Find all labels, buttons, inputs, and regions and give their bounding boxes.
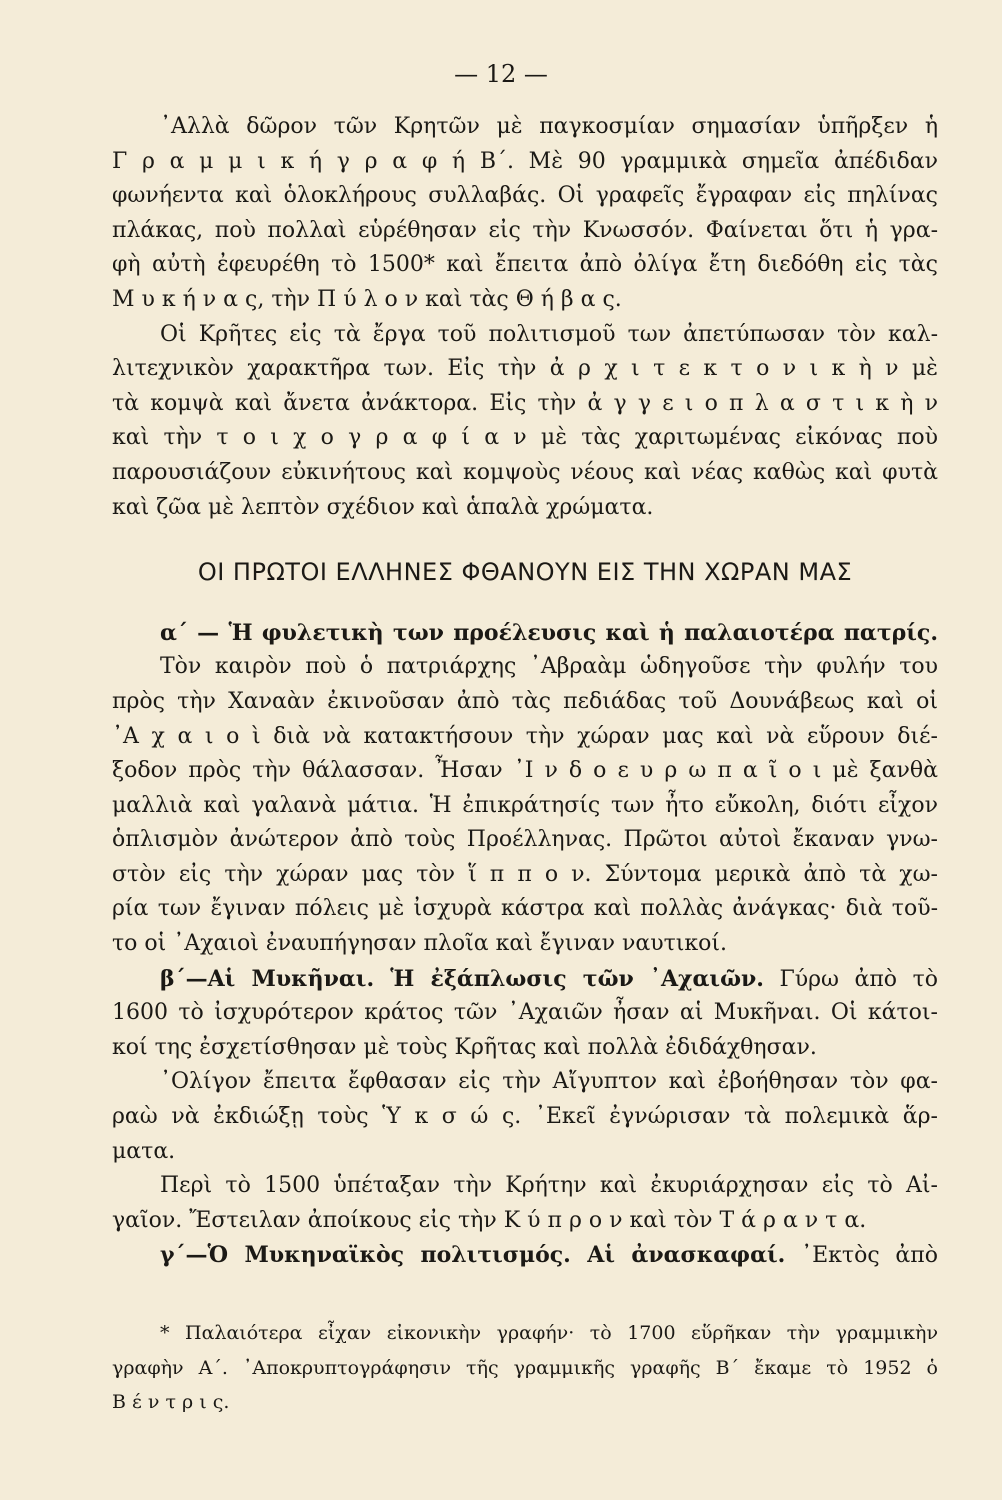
section-c-first-line	[112, 1238, 938, 1273]
section-c-title-rest: ᾿Εκτὸς ἀπὸ	[801, 1243, 938, 1269]
text-line: στὸν εἰς τὴν χώραν μας τὸν ἵ π π ο ν. Σύντομα μερικὰ ἀπὸ τὰ χω-	[112, 861, 938, 887]
text-line: ᾿Ολίγον ἔπειτα ἔφθασαν εἰς τὴν Αἴγυπτον καὶ ἐβοήθησαν τὸν φα-	[160, 1069, 938, 1095]
text-line: πλάκας, ποὺ πολλαὶ εὑρέθησαν εἰς τὴν Κνωσσόν. Φαίνεται ὅτι ἡ γρα-	[112, 217, 938, 243]
text-line: φωνήεντα καὶ ὁλοκλήρους συλλαβάς. Οἱ γραφεῖς ἔγραφαν εἰς πηλίνας	[112, 183, 938, 209]
section-b-first-line	[112, 962, 938, 997]
text-line: καὶ ζῶα μὲ λεπτὸν σχέδιον καὶ ἁπαλὰ χρώματα.	[112, 494, 654, 520]
text-line: μαλλιὰ καὶ γαλανὰ μάτια. Ἡ ἐπικράτησίς των ἦτο εὔκολη, διότι εἶχον	[112, 792, 938, 818]
paragraph-linear-b	[112, 110, 938, 318]
chapter-heading: ΟΙ ΠΡΩΤΟΙ ΕΛΛΗΝΕΣ ΦΘΑΝΟΥΝ ΕΙΣ ΤΗΝ ΧΩΡΑΝ ΜΑΣ	[197, 558, 853, 587]
text-line: ξοδον πρὸς τὴν θάλασσαν. Ἦσαν ᾿Ι ν δ ο ε υ ρ ω π α ῖ ο ι μὲ ξανθὰ	[112, 758, 938, 784]
footnote-line: Β έ ν τ ρ ι ς.	[112, 1391, 230, 1414]
text-line: κοί της ἐσχετίσθησαν μὲ τοὺς Κρῆτας καὶ πολλὰ ἐδιδάχθησαν.	[112, 1034, 817, 1060]
page-number: — 12 —	[454, 60, 548, 88]
footnote	[112, 1318, 938, 1422]
paragraph-cretan-art	[112, 318, 938, 526]
text-line: Μ υ κ ή ν α ς, τὴν Π ύ λ ο ν καὶ τὰς Θ ή β α ς.	[112, 286, 622, 312]
text-line: το οἱ ᾿Αχαιοὶ ἐναυπήγησαν πλοῖα καὶ ἔγιναν ναυτικοί.	[112, 931, 728, 957]
text-line: ᾿Αλλὰ δῶρον τῶν Κρητῶν μὲ παγκοσμίαν σημασίαν ὑπῆρξεν ἡ	[160, 114, 938, 139]
text-line: ματα.	[112, 1138, 176, 1164]
text-line: Γ ρ α μ μ ι κ ή γ ρ α φ ή Β΄. Μὲ 90 γραμμικὰ σημεῖα ἀπέδιδαν	[112, 148, 938, 174]
text-line: τὰ κομψὰ καὶ ἄνετα ἀνάκτορα. Εἰς τὴν ἀ γ γ ε ι ο π λ α σ τ ι κ ὴ ν	[112, 390, 938, 416]
text-line: ρία των ἔγιναν πόλεις μὲ ἰσχυρὰ κάστρα καὶ πολλὰς ἀνάγκας· διὰ τοῦ-	[112, 896, 938, 922]
section-a	[112, 616, 938, 962]
text-line: καὶ τὴν τ ο ι χ ο γ ρ α φ ί α ν μὲ τὰς χαριτωμένας εἰκόνας ποὺ	[112, 425, 938, 451]
text-line: 1600 τὸ ἰσχυρότερον κράτος τῶν ᾿Αχαιῶν ἦσαν αἱ Μυκῆναι. Οἱ κάτοι-	[112, 1000, 938, 1026]
section-b	[112, 962, 938, 1239]
section-b-title: β΄—Αἱ Μυκῆναι. Ἡ ἐξάπλωσις τῶν ᾿Αχαιῶν.	[160, 965, 764, 992]
main-text	[112, 110, 938, 1273]
text-line: ᾿Α χ α ι ο ὶ διὰ νὰ κατακτήσουν τὴν χώραν μας καὶ νὰ εὕρουν διέ-	[112, 723, 938, 749]
text-line: Τὸν καιρὸν ποὺ ὁ πατριάρχης ᾿Αβραὰμ ὡδηγοῦσε τὴν φυλήν του	[160, 654, 938, 680]
footnote-line: γραφὴν Α΄. ᾿Αποκρυπτογράφησιν τῆς γραμμικῆς γραφῆς Β΄ ἔκαμε τὸ 1952 ὁ	[112, 1356, 938, 1379]
footnote-line: * Παλαιότερα εἶχαν εἰκονικὴν γραφήν· τὸ 1700 εὕρῆκαν τὴν γραμμικὴν	[160, 1322, 938, 1344]
text-line: ραὼ νὰ ἐκδιώξῃ τοὺς Ὑ κ σ ώ ς. ᾿Εκεῖ ἐγνώρισαν τὰ πολεμικὰ ἅρ-	[112, 1104, 938, 1130]
section-a-title-text: α΄ — Ἡ φυλετικὴ των προέλευσις καὶ ἡ παλαιοτέρα πατρίς.	[160, 619, 938, 646]
section-a-title	[112, 616, 938, 651]
text-line: γαῖον. Ἔστειλαν ἀποίκους εἰς τὴν Κ ύ π ρ ο ν καὶ τὸν Τ ά ρ α ν τ α.	[112, 1207, 867, 1233]
text-line: παρουσιάζουν εὐκινήτους καὶ κομψοὺς νέους καὶ νέας καθὼς καὶ φυτὰ	[112, 459, 938, 485]
text-line: ὁπλισμὸν ἀνώτερον ἀπὸ τοὺς Προέλληνας. Πρῶτοι αὐτοὶ ἔκαναν γνω-	[112, 827, 938, 853]
text-line: πρὸς τὴν Χαναὰν ἐκινοῦσαν ἀπὸ τὰς πεδιάδας τοῦ Δουνάβεως καὶ οἱ	[112, 688, 938, 714]
section-b-title-rest: Γύρω ἀπὸ τὸ	[779, 966, 938, 992]
section-c-title: γ΄—Ὁ Μυκηναϊκὸς πολιτισμός. Αἱ ἀνασκαφαί.	[160, 1242, 786, 1269]
text-line: Οἱ Κρῆτες εἰς τὰ ἔργα τοῦ πολιτισμοῦ των ἀπετύπωσαν τὸν καλ-	[160, 321, 938, 347]
text-line: λιτεχνικὸν χαρακτῆρα των. Εἰς τὴν ἀ ρ χ ι τ ε κ τ ο ν ι κ ὴ ν μὲ	[112, 356, 938, 382]
section-c	[112, 1238, 938, 1273]
text-line: Περὶ τὸ 1500 ὑπέταξαν τὴν Κρήτην καὶ ἐκυριάρχησαν εἰς τὸ Αἰ-	[160, 1173, 938, 1199]
text-line: φὴ αὐτὴ ἐφευρέθη τὸ 1500* καὶ ἔπειτα ἀπὸ ὀλίγα ἔτη διεδόθη εἰς τὰς	[112, 252, 938, 278]
